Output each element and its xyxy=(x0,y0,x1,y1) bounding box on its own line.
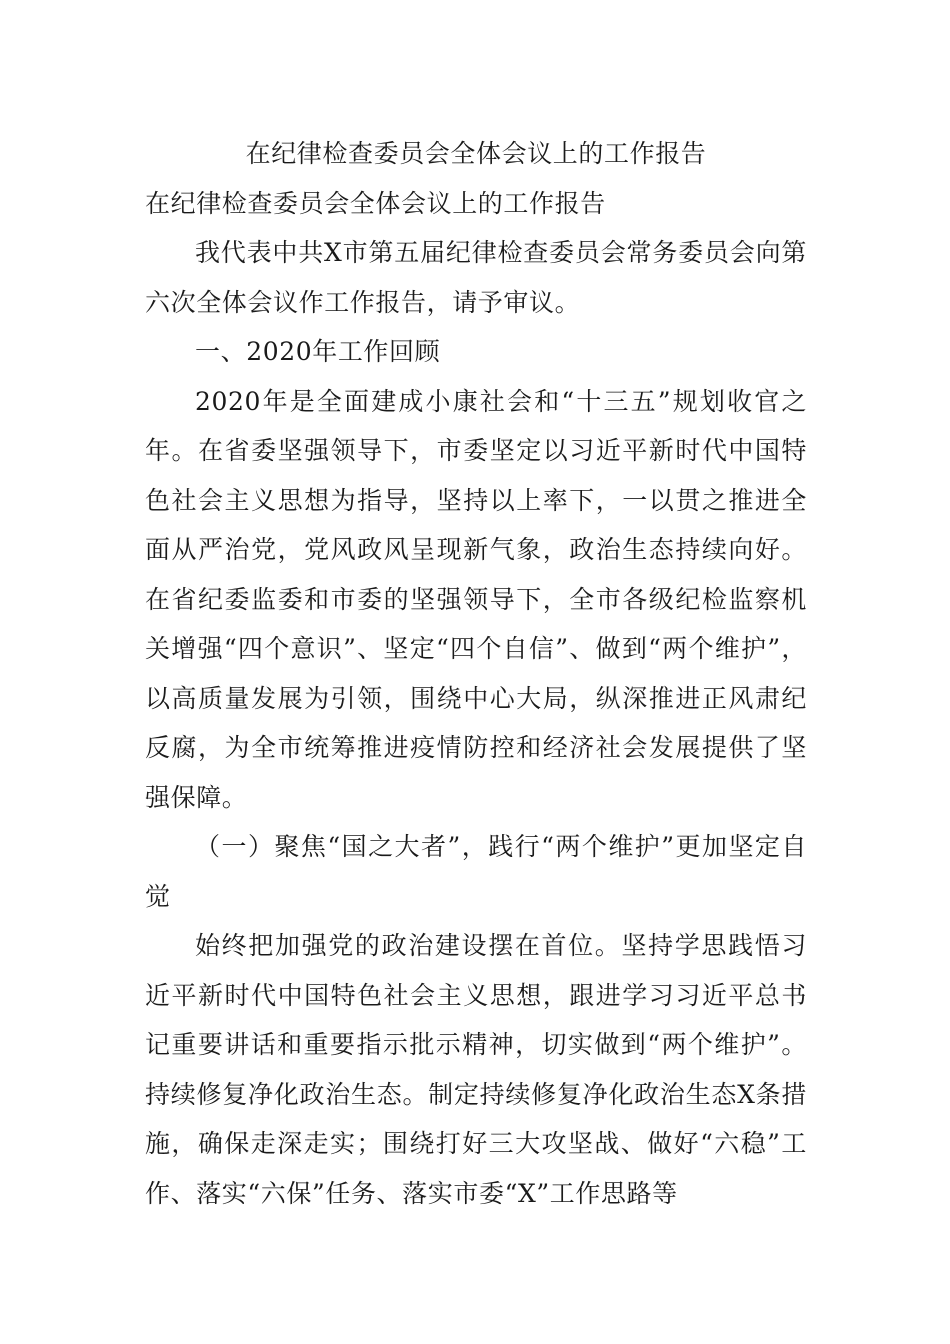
document-body xyxy=(145,129,807,1218)
subsection-heading-1: （一）聚焦“国之大者”，践行“两个维护”更加坚定自觉 xyxy=(145,832,807,911)
paragraph-political-construction: 始终把加强党的政治建设摆在首位。坚持学思践悟习近平新时代中国特色社会主义思想，跟进学习习近平总书记重要讲话和重要指示批示精神，切实做到“两个维护”。持续修复净化政治生态。制定持续修复净化政治生态X条措施，确保走深走实；围绕打好三大攻坚战、做好“六稳”工作、落实“六保”任务、落实市委“X”工作思路等 xyxy=(145,931,807,1208)
paragraph-overview: 2020年是全面建成小康社会和“十三五”规划收官之年。在省委坚强领导下，市委坚定以习近平新时代中国特色社会主义思想为指导，坚持以上率下，一以贯之推进全面从严治党，党风政风呈现新气象，政治生态持续向好。在省纪委监委和市委的坚强领导下，全市各级纪检监察机关增强“四个意识”、坚定“四个自信”、做到“两个维护”，以高质量发展为引领，围绕中心大局，纵深推进正风肃纪反腐，为全市统筹推进疫情防控和经济社会发展提供了坚强保障。 xyxy=(145,386,807,812)
document-subtitle: 在纪律检查委员会全体会议上的工作报告 xyxy=(145,188,606,218)
document-title: 在纪律检查委员会全体会议上的工作报告 xyxy=(245,139,707,168)
paragraph-intro: 我代表中共X市第五届纪律检查委员会常务委员会向第六次全体会议作工作报告，请予审议。 xyxy=(145,238,807,317)
section-heading-review: 一、2020年工作回顾 xyxy=(195,337,441,366)
